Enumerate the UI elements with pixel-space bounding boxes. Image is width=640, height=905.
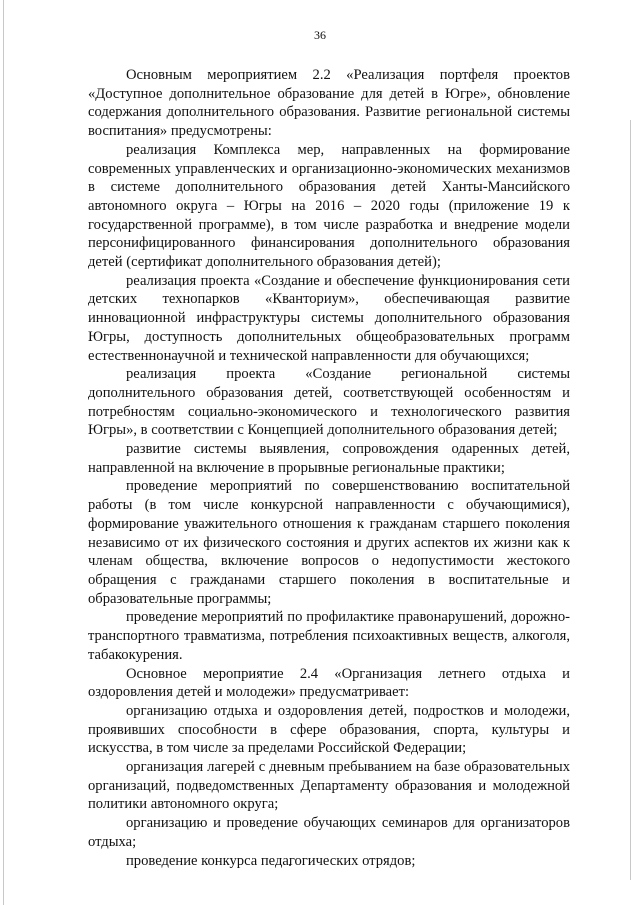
paragraph-measure-2-2-intro: Основным мероприятием 2.2 «Реализация портфеля проектов «Доступное дополнительное образование для детей в Югре», обновление содержания дополнительного образования. Развитие региональной системы воспитания» предусмотрены: [88,67,570,140]
paragraph-prevention: проведение мероприятий по профилактике правонарушений, дорожно-транспортного травматизма, потребления психоактивных веществ, алкоголя, табакокурения. [88,609,570,663]
paragraph-complex-measures: реализация Комплекса мер, направленных на формирование современных управленческих и организационно-экономических механизмов в системе дополнительного образования детей Ханты-Мансийского автономного округа – Югры на 2016 – 2020 годы (приложение 19 к государственной программе), в том числе разработка и внедрение модели персонифицированного финансирования дополнительного образования детей (сертификат дополнительного образования детей); [88,141,570,271]
paragraph-day-camps: организация лагерей с дневным пребыванием на базе образовательных организаций, подведомственных Департаменту образования и молодежной политики автономного округа; [88,759,570,813]
paragraph-upbringing-work: проведение мероприятий по совершенствованию воспитательной работы (в том числе конкурсной направленности с обучающимися), формирование уважительного отношения к гражданам старшего поколения независимо от их физического состояния и других аспектов их жизни как к членам общества, включение вопросов о недопустимости жестокого обращения с гражданами старшего поколения в воспитательные и образовательные программы; [88,478,570,607]
paragraph-recreation: организацию отдыха и оздоровления детей, подростков и молодежи, проявивших способности в сфере образования, спорта, культуры и искусства, в том числе за пределами Российской Федерации; [88,702,570,757]
paragraph-regional-system: реализация проекта «Создание региональной системы дополнительного образования детей, соответствующей особенностям и потребностям социально-экономического и технологического развития Югры», в соответствии с Концепцией дополнительного образования детей; [88,366,570,439]
paragraph-contest: проведение конкурса педагогических отрядов; [126,852,416,869]
scan-edge-left [3,0,4,905]
paragraph-seminars: организацию и проведение обучающих семинаров для организаторов отдыха; [88,815,570,850]
document-body [88,66,570,870]
paragraph-gifted-children: развитие системы выявления, сопровождения одаренных детей, направленной на включение в прорывные региональные практики; [88,441,570,476]
paragraph-kvantorium: реализация проекта «Создание и обеспечение функционирования сети детских технопарков «Кванториум», обеспечивающая развитие инновационной инфраструктуры системы дополнительного образования Югры, доступность дополнительных общеобразовательных программ естественнонаучной и технической направленности для обучающихся; [88,272,570,364]
page-number: 36 [314,28,326,42]
paragraph-measure-2-4-intro: Основное мероприятие 2.4 «Организация летнего отдыха и оздоровления детей и молодежи» предусматривает: [88,665,570,701]
scan-edge-right [630,120,631,880]
